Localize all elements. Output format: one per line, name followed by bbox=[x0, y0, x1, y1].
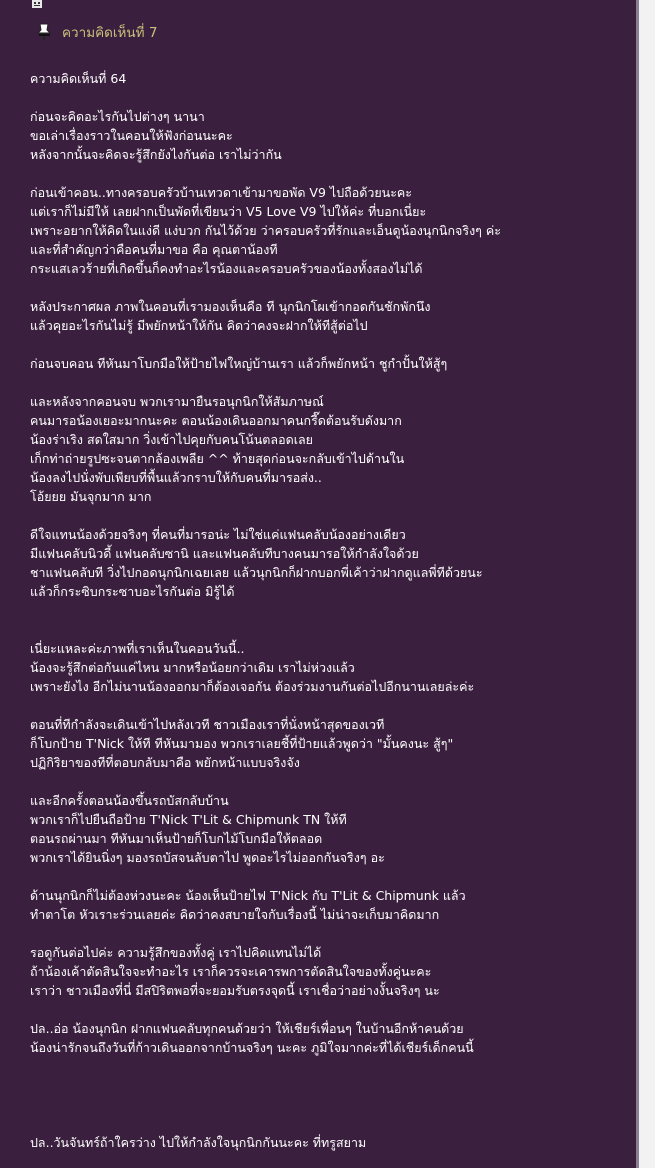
comment-line: ดีใจแทนน้องด้วยจริงๆ ที่คนที่มารอน่ะ ไม่ใช่แค่แฟนคลับน้องอย่างเดียว bbox=[30, 527, 406, 542]
comment-line: กระแสเลวร้ายที่เกิดขึ้นก็คงทำอะไรน้องและครอบครัวของน้องทั้งสองไม่ได้ bbox=[30, 261, 423, 276]
pushpin-icon bbox=[36, 22, 54, 42]
comment-line bbox=[30, 373, 630, 392]
comment-line bbox=[30, 1095, 630, 1114]
comment-line: น้องลงไปนั่งพับเพียบที่พื้นแล้วกราบให้กับคนที่มารอส่ง.. bbox=[30, 470, 322, 485]
comment-line bbox=[30, 601, 630, 620]
comment-line bbox=[30, 335, 630, 354]
comment-line: และอีกครั้งตอนน้องขึ้นรถบัสกลับบ้าน bbox=[30, 793, 229, 808]
comment-line bbox=[30, 278, 630, 297]
comment-line bbox=[30, 772, 630, 791]
comment-line: น้องจะรู้สึกต่อกันแค่ไหน มากหรือน้อยกว่าเดิม เราไม่ห่วงแล้ว bbox=[30, 660, 355, 675]
comment-line bbox=[30, 164, 630, 183]
comment-line: เนี่ยะแหละค่ะภาพที่เราเห็นในคอนวันนี้.. bbox=[30, 641, 245, 656]
comment-line: เพราะอยากให้คิดในแง่ดี แง่บวก กันไว้ด้วย ว่าครอบครัวที่รักและเอ็นดูน้องนุกนิกจริงๆ ค่ะ bbox=[30, 223, 501, 238]
comment-line: ก่อนจะคิดอะไรกันไปต่างๆ นานา bbox=[30, 109, 205, 124]
comment-line: หลังประกาศผล ภาพในคอนที่เรามองเห็นคือ ที นุกนิกโผเข้ากอดกันชักพักนึง bbox=[30, 299, 431, 314]
comment-line: ด้านนุกนิกก็ไม่ต้องห่วงนะคะ น้องเห็นป้ายไฟ T'Nick กับ T'Lit & Chipmunk แล้ว bbox=[30, 888, 466, 903]
comment-line: ขอเล่าเรื่องราวในคอนให้ฟังก่อนนะคะ bbox=[30, 128, 233, 143]
comment-line: โอ้ยยย มันจุกมาก มาก bbox=[30, 489, 152, 504]
comment-line: หลังจากนั้นจะคิดจะรู้สึกยังไงกันต่อ เราไม่ว่ากัน bbox=[30, 147, 282, 162]
comment-line bbox=[30, 924, 630, 943]
page-margin bbox=[639, 0, 655, 1168]
comment-line bbox=[30, 867, 630, 886]
comment-line bbox=[30, 1057, 630, 1076]
comment-line: เก็กท่าถ่ายรูปซะจนตากล้องเพลีย ^^ ท้ายสุดก่อนจะกลับเข้าไปด้านใน bbox=[30, 451, 405, 466]
comment-body bbox=[30, 69, 630, 1152]
comment-line: คนมารอน้องเยอะมากนะคะ ตอนน้องเดินออกมาคนกรี๊ดต้อนรับดังมาก bbox=[30, 413, 402, 428]
comment-line: น้องร่าเริง สดใสมาก วิ่งเข้าไปคุยกับคนโน้นตลอดเลย bbox=[30, 432, 313, 447]
comment-line: มีแฟนคลับนิวดี้ แฟนคลับซานิ และแฟนคลับทีบางคนมารอให้กำลังใจด้วย bbox=[30, 546, 419, 561]
comment-line bbox=[30, 620, 630, 639]
comment-line: ตอนที่ทีกำลังจะเดินเข้าไปหลังเวที ชาวเมืองเราที่นั่งหน้าสุดของเวที bbox=[30, 717, 385, 732]
comment-line: เพราะยังไง อีกไม่นานน้องออกมาก็ต้องเจอกัน ต้องร่วมงานกันต่อไปอีกนานเลยล่ะค่ะ bbox=[30, 679, 475, 694]
comment-header bbox=[36, 20, 157, 44]
comment-line: พวกเราก็ไปยืนถือป้าย T'Nick T'Lit & Chipmunk TN ให้ที bbox=[30, 812, 347, 827]
comment-line: ความคิดเห็นที่ 64 bbox=[30, 71, 127, 86]
comment-line: และหลังจากคอนจบ พวกเรามายืนรอนุกนิกให้สัมภาษณ์ bbox=[30, 394, 324, 409]
comment-line: ทำตาโต หัวเราะร่วนเลยค่ะ คิดว่าคงสบายใจกับเรื่องนี้ ไม่น่าจะเก็บมาคิดมาก bbox=[30, 907, 440, 922]
comment-line bbox=[30, 696, 630, 715]
comment-title[interactable]: ความคิดเห็นที่ 7 bbox=[62, 25, 158, 41]
comment-line bbox=[30, 1114, 630, 1133]
comment-line: และที่สำคัญกว่าคือคนที่มาขอ คือ คุณตาน้องที bbox=[30, 242, 278, 257]
comment-line bbox=[30, 1076, 630, 1095]
comment-line: แล้วก็กระซิบกระซาบอะไรกันต่อ มิรู้ได้ bbox=[30, 584, 235, 599]
comment-line: พวกเราได้ยินนิ่งๆ มองรถบัสจนลับตาไป พูดอะไรไม่ออกกันจริงๆ อะ bbox=[30, 850, 385, 865]
comment-line: แล้วคุยอะไรกันไม่รู้ มีพยักหน้าให้กัน คิดว่าคงจะฝากให้ทีสู้ต่อไป bbox=[30, 318, 368, 333]
comment-line: ถ้าน้องเค้าตัดสินใจจะทำอะไร เราก็ควรจะเคารพการตัดสินใจของทั้งคู่นะคะ bbox=[30, 964, 432, 979]
comment-line bbox=[30, 88, 630, 107]
comment-line: น้องน่ารักจนถึงวันที่ก้าวเดินออกจากบ้านจริงๆ นะคะ ภูมิใจมากค่ะที่ได้เชียร์เด็กคนนี้ bbox=[30, 1040, 474, 1055]
comment-line bbox=[30, 1000, 630, 1019]
comment-line: รอดูกันต่อไปค่ะ ความรู้สึกของทั้งคู่ เราไปคิดแทนไม่ได้ bbox=[30, 945, 322, 960]
comment-line: เราว่า ชาวเมืองที่นี่ มีสปิริตพอที่จะยอมรับตรงจุดนี้ เราเชื่อว่าอย่างงั้นจริงๆ นะ bbox=[30, 983, 440, 998]
comment-line: แต่เราก็ไม่มีให้ เลยฝากเป็นพัดที่เขียนว่า V5 Love V9 ไปให้ค่ะ ที่บอกเนี่ยะ bbox=[30, 204, 427, 219]
comment-line: ปล..วันจันทร์ถ้าใครว่าง ไปให้กำลังใจนุกนิกกันนะคะ ที่ทรูสยาม bbox=[30, 1135, 367, 1150]
emoticon-icon bbox=[30, 0, 44, 10]
comment-line: ก่อนเข้าคอน..ทางครอบครัวบ้านเทวดาเข้ามาขอพัด V9 ไปถือด้วยนะคะ bbox=[30, 185, 413, 200]
comment-line bbox=[30, 506, 630, 525]
comment-line: ตอนรถผ่านมา ทีหันมาเห็นป้ายก็โบกไม้โบกมือให้ตลอด bbox=[30, 831, 323, 846]
comment-line: ก็โบกป้าย T'Nick ให้ที ทีหันมามอง พวกเราเลยชี้ที่ป้ายแล้วพูดว่า "มั้นคงนะ สู้ๆ" bbox=[30, 736, 454, 751]
comment-line: ก่อนจบคอน ทีหันมาโบกมือให้ป้ายไฟใหญ่บ้านเรา แล้วก็พยักหน้า ชูกำปั้นให้สู้ๆ bbox=[30, 356, 448, 371]
comment-line: ปฏิกิริยาของทีที่ตอบกลับมาคือ พยักหน้าแบบจริงจัง bbox=[30, 755, 300, 770]
comment-line: ชาแฟนคลับที วิ่งไปกอดนุกนิกเฉยเลย แล้วนุกนิกก็ฝากบอกพี่เค้าว่าฝากดูแลพี่ทีด้วยนะ bbox=[30, 565, 483, 580]
comment-line: ปล..อ่อ น้องนุกนิก ฝากแฟนคลับทุกคนด้วยว่า ให้เชียร์เพื่อนๆ ในบ้านอีกห้าคนด้วย bbox=[30, 1021, 464, 1036]
